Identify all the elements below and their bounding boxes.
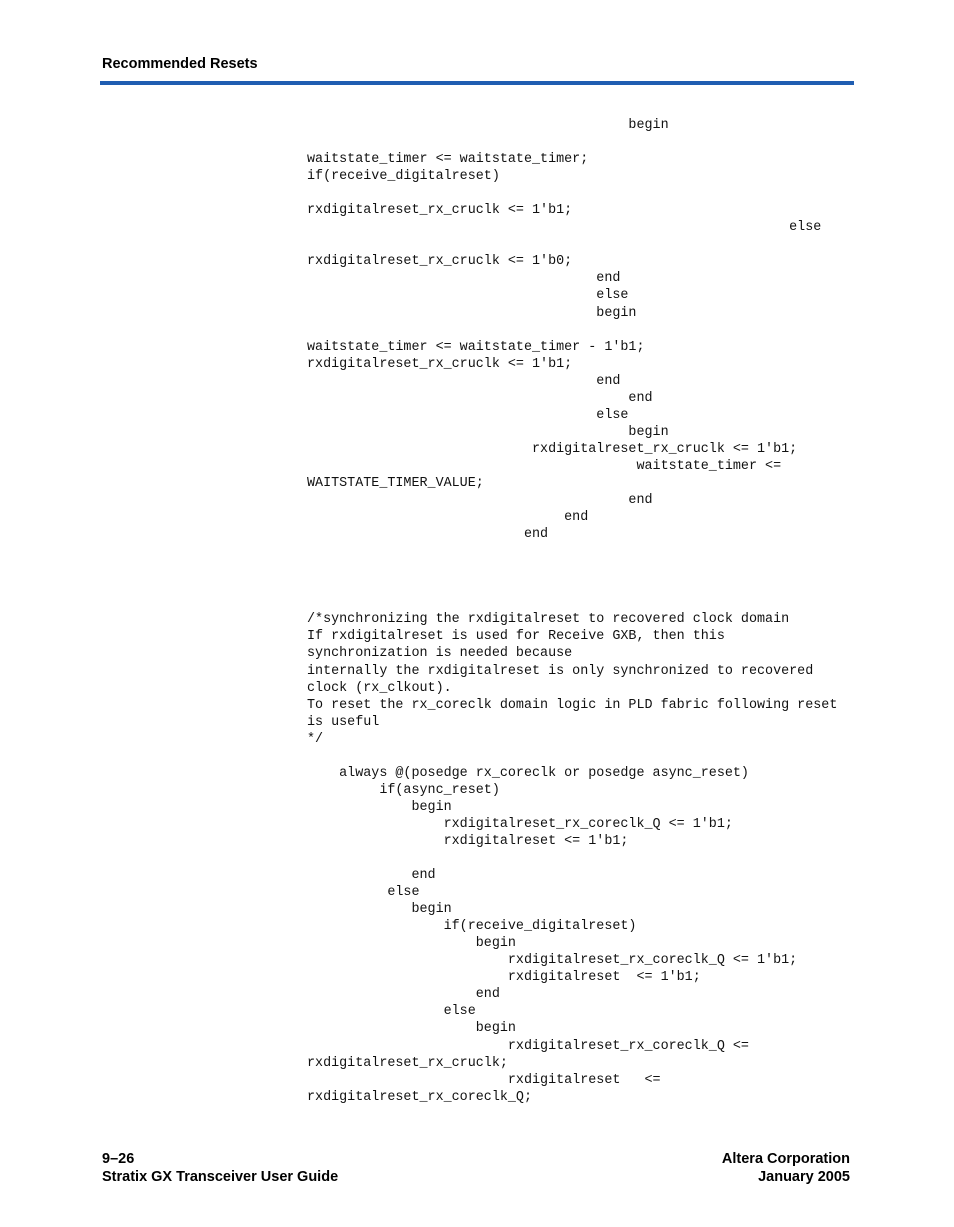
code-line — [307, 560, 867, 577]
code-line: If rxdigitalreset is used for Receive GXB, then this — [307, 629, 725, 645]
code-line: end — [307, 493, 653, 509]
running-header-title: Recommended Resets — [102, 56, 258, 72]
code-line: internally the rxdigitalreset is only synchronized to recovered — [307, 663, 814, 679]
code-line: rxdigitalreset_rx_coreclk_Q <= 1'b1; — [307, 816, 733, 832]
code-line: /*synchronizing the rxdigitalreset to recovered clock domain — [307, 612, 790, 628]
code-listing — [307, 117, 867, 1106]
code-line — [307, 577, 867, 594]
code-line: else — [307, 220, 822, 236]
code-line: end — [307, 510, 589, 526]
code-line: end — [307, 271, 621, 287]
code-line: rxdigitalreset_rx_coreclk_Q <= — [307, 1038, 749, 1054]
code-line: rxdigitalreset_rx_cruclk; — [307, 1055, 508, 1071]
code-line: always @(posedge rx_coreclk or posedge async_reset) — [307, 765, 749, 781]
code-line: is useful — [307, 714, 380, 730]
code-line: if(async_reset) — [307, 782, 500, 798]
code-line — [307, 185, 867, 202]
code-line: synchronization is needed because — [307, 646, 573, 662]
code-line: rxdigitalreset <= — [307, 1072, 661, 1088]
code-line: To reset the rx_coreclk domain logic in PLD fabric following reset — [307, 697, 838, 713]
code-line: waitstate_timer <= waitstate_timer; — [307, 152, 589, 168]
code-line: rxdigitalreset_rx_cruclk <= 1'b1; — [307, 441, 798, 457]
code-line: rxdigitalreset_rx_coreclk_Q; — [307, 1089, 532, 1105]
code-line: else — [307, 288, 629, 304]
code-line: if(receive_digitalreset) — [307, 919, 637, 935]
code-line: rxdigitalreset_rx_cruclk <= 1'b1; — [307, 203, 573, 219]
code-line: end — [307, 373, 621, 389]
code-line: rxdigitalreset <= 1'b1; — [307, 970, 701, 986]
footer-guide-title: Stratix GX Transceiver User Guide — [102, 1169, 339, 1185]
code-line — [307, 322, 867, 339]
code-line: waitstate_timer <= waitstate_timer - 1'b1; — [307, 339, 645, 355]
header-rule — [100, 81, 854, 85]
code-line — [307, 543, 867, 560]
code-line: begin — [307, 305, 637, 321]
code-line — [307, 236, 867, 253]
code-line: end — [307, 527, 549, 543]
footer-date: January 2005 — [758, 1169, 850, 1185]
code-line — [307, 594, 867, 611]
code-line: begin — [307, 936, 516, 952]
code-line — [307, 850, 867, 867]
code-line: end — [307, 987, 500, 1003]
code-line: rxdigitalreset_rx_cruclk <= 1'b0; — [307, 254, 573, 270]
code-line: begin — [307, 118, 669, 133]
code-line: begin — [307, 424, 669, 440]
code-line: */ — [307, 731, 324, 747]
code-line: begin — [307, 799, 452, 815]
code-line: else — [307, 1004, 476, 1020]
code-line: clock (rx_clkout). — [307, 680, 452, 696]
footer-page-number: 9–26 — [102, 1151, 135, 1167]
code-line: WAITSTATE_TIMER_VALUE; — [307, 475, 484, 491]
code-line: waitstate_timer <= — [307, 458, 782, 474]
code-line: end — [307, 868, 436, 884]
code-line — [307, 134, 867, 151]
code-line: begin — [307, 902, 452, 918]
code-line: else — [307, 407, 629, 423]
code-line: rxdigitalreset_rx_coreclk_Q <= 1'b1; — [307, 953, 798, 969]
code-line — [307, 748, 867, 765]
code-line: rxdigitalreset <= 1'b1; — [307, 833, 629, 849]
code-line: if(receive_digitalreset) — [307, 169, 500, 185]
code-line: else — [307, 885, 420, 901]
code-line: begin — [307, 1021, 516, 1037]
code-line: rxdigitalreset_rx_cruclk <= 1'b1; — [307, 356, 573, 372]
code-line: end — [307, 390, 653, 406]
footer-company: Altera Corporation — [721, 1151, 850, 1167]
